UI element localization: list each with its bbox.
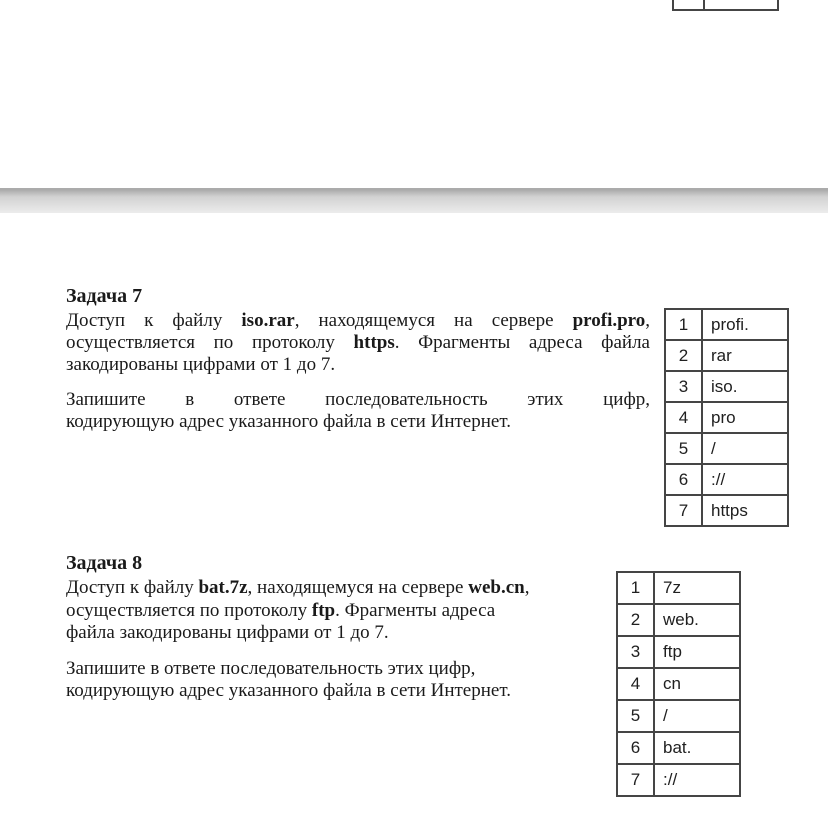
cropped-table-remnant [672,0,779,11]
fragment-number: 2 [665,340,702,371]
task8-fragments-table [616,571,741,797]
fragment-number: 3 [665,371,702,402]
task7-section [66,285,650,433]
fragment-value: 7z [654,572,740,604]
fragment-value: bat. [654,732,740,764]
text-run: . Фрагменты адреса файла [394,332,650,353]
fragment-value: pro [702,402,788,433]
task8-title: Задача 8 [66,552,143,574]
fragment-value: ftp [654,636,740,668]
fragment-number: 3 [617,636,654,668]
text-line [66,389,650,411]
table-row [617,604,740,636]
table-row [617,668,740,700]
table-row [617,700,740,732]
text-line [66,332,650,354]
fragment-number: 7 [665,495,702,526]
fragment-value: :// [702,464,788,495]
text-run-bold: profi.pro [572,310,646,331]
fragment-value: :// [654,764,740,796]
text-line [66,310,650,332]
task8-paragraph-1 [66,577,612,645]
table-row [665,464,788,495]
text-run-bold: iso.rar [241,310,295,331]
text-run: осуществляется по протоколу [66,599,312,621]
fragment-number: 6 [665,464,702,495]
fragment-number: 4 [665,402,702,433]
text-run: , [524,577,530,598]
text-run: осуществляется по протоколу [66,332,354,353]
task8-paragraph-2 [66,658,612,703]
fragment-value: / [702,433,788,464]
fragment-number: 7 [617,764,654,796]
page-separator [0,188,828,213]
text-line: закодированы цифрами от 1 до 7. [66,354,336,375]
text-line: Запишите в ответе последовательность этих цифр, [66,657,476,679]
table-row [617,732,740,764]
fragment-number: 5 [617,700,654,732]
fragment-number: 2 [617,604,654,636]
text-run-bold: bat.7z [198,577,248,598]
table-row [617,572,740,604]
text-run: , [645,310,651,331]
text-line [66,600,612,623]
fragment-value: rar [702,340,788,371]
text-run: Доступ к файлу [66,577,199,598]
table-row [617,636,740,668]
task7-paragraph-2 [66,389,650,433]
fragment-value: https [702,495,788,526]
text-run-bold: https [353,332,395,353]
text-run: Запишите в ответе последовательность этих цифр, [66,389,650,410]
task7-fragments-table [664,308,789,527]
fragment-number: 5 [665,433,702,464]
fragment-value: / [654,700,740,732]
task7-title: Задача 7 [66,285,143,307]
table-row [665,433,788,464]
text-run: , находящемуся на сервере [247,577,469,598]
text-run-bold: web.cn [468,577,525,598]
text-run: . Фрагменты адреса [335,599,496,621]
fragment-number: 1 [665,309,702,340]
fragment-value: cn [654,668,740,700]
text-run: , находящемуся на сервере [294,310,573,331]
fragment-value: profi. [702,309,788,340]
fragment-value: iso. [702,371,788,402]
task7-paragraph-1 [66,310,650,376]
task8-section [66,552,612,703]
table-row [665,340,788,371]
text-run: Доступ к файлу [66,310,242,331]
table-row [665,402,788,433]
fragment-number: 4 [617,668,654,700]
text-line: файла закодированы цифрами от 1 до 7. [66,622,389,643]
fragment-number: 1 [617,572,654,604]
text-line [66,577,612,600]
table-row [665,371,788,402]
fragment-value: web. [654,604,740,636]
text-run-bold: ftp [311,599,336,621]
table-row [665,495,788,526]
text-line: кодирующую адрес указанного файла в сети Интернет. [66,680,511,701]
fragment-number: 6 [617,732,654,764]
text-line: кодирующую адрес указанного файла в сети Интернет. [66,411,511,432]
table-row [617,764,740,796]
table-column-divider [703,0,705,9]
table-row [665,309,788,340]
